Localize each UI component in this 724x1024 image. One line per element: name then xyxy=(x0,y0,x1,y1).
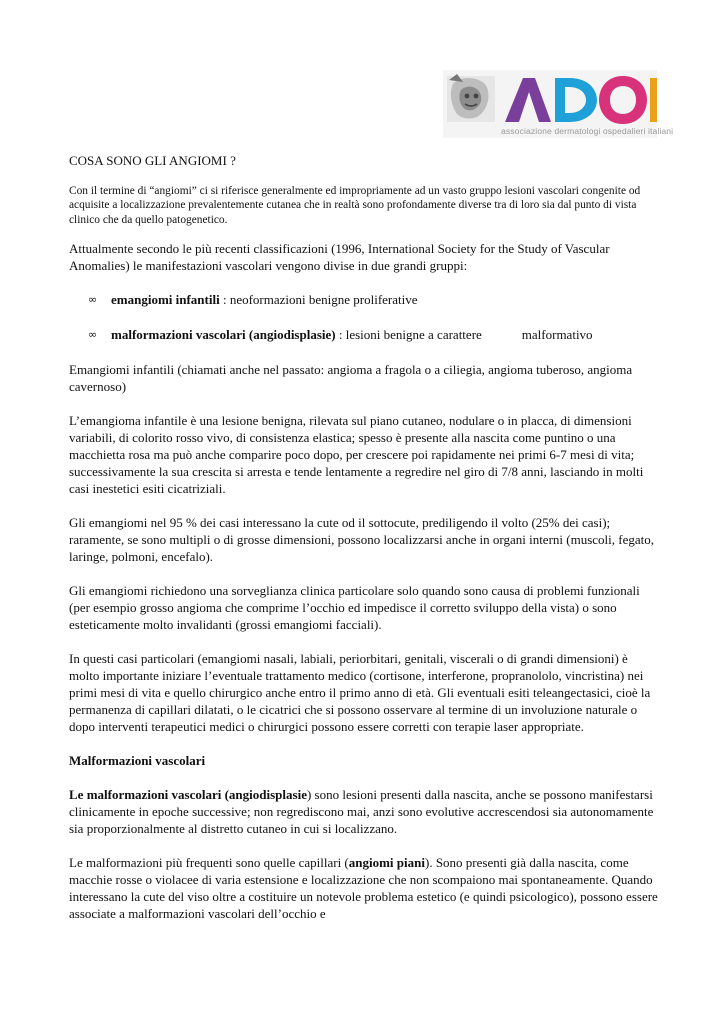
capillari-text-after: ). Sono presenti già dalla nascita, come macchie rosse o violacee di varia estensione e localizzazione che non scompaiono mai spontaneamente. Quando interessano la cute del viso oltre a costituire un notevole problema estetico (e quindi psicologico), possono essere associate a malformazioni vascolari dell’occhio e xyxy=(69,854,658,921)
letter-d-mark xyxy=(555,78,597,122)
infinity-bullet-icon: ∞ xyxy=(88,292,98,306)
bullet-description: : lesioni benigne a carattere xyxy=(335,326,482,342)
sorveglianza-paragraph: Gli emangiomi richiedono una sorveglianza clinica particolare solo quando sono causa di problemi funzionali (per esempio grosso angioma che comprime l’occhio ed impedisce il corretto sviluppo della vista) o sono esteticamente molto invalidanti (grossi emangiomi facciali). xyxy=(69,582,640,632)
percent-paragraph: Gli emangiomi nel 95 % dei casi interessano la cute od il sottocute, prediligendo il volto (25% dei casi); raramente, se sono multipli o di grosse dimensioni, possono localizzarsi anche in organi interni (muscoli, fegato, laringe, polmoni, encefalo). xyxy=(69,514,654,564)
malformazioni-text: ) sono lesioni presenti dalla nascita, anche se possono manifestarsi clinicamente in epoche successive; non regrediscono mai, anzi sono evolutive accrescendosi sia autonomamente sia proporzionalmente al distretto cutaneo in cui si localizzano. xyxy=(69,786,654,836)
bullet-tail: malformativo xyxy=(521,326,593,342)
lesione-paragraph: L’emangioma infantile è una lesione benigna, rilevata sul piano cutaneo, nodulare o in placca, di dimensioni variabili, di colorito rosso vivo, di consistenza elastica; spesso è presente alla nascita come puntino o una macchietta rosa ma può anche comparire poco dopo, per crescere poi rapidamente nei primi 6-7 mesi di vita; successivamente la sua crescita si arresta e tende lentamente a regredire nel giro di 7/8 anni, lasciando in molti casi inestetici esiti cicatriziali. xyxy=(69,412,644,496)
bullet-term: emangiomi infantili xyxy=(111,291,220,307)
face-emblem-icon xyxy=(447,74,495,122)
capillari-text-before: Le malformazioni più frequenti sono quelle capillari ( xyxy=(69,854,349,870)
list-item xyxy=(69,291,659,308)
infinity-bullet-icon: ∞ xyxy=(88,327,98,341)
capillari-term: angiomi piani xyxy=(348,854,425,870)
groups-list xyxy=(69,291,659,343)
adoi-logo-graphic xyxy=(443,70,657,128)
classification-paragraph: Attualmente secondo le più recenti classificazioni (1996, International Society for the Study of Vascular Anomalies) le manifestazioni vascolari vengono divise in due grandi gruppi: xyxy=(69,240,610,273)
adoi-logo xyxy=(443,70,674,138)
casi-paragraph: In questi casi particolari (emangiomi nasali, labiali, periorbitari, genitali, viscerali o di grandi dimensioni) è molto importante iniziare l’eventuale trattamento medico (cortisone, interferone, propranololo, vincristina) nei primi mesi di vita e quello chirurgico anche entro il primo anno di età. Gli eventuali esiti teleangectasici, cioè la permanenza di capillari dilatati, o le cicatrici che si possono osservare al termine di un involuzione naturale o dopo interventi terapeutici medici o chirurgici possono essere corretti con terapie laser appropriate. xyxy=(69,650,651,734)
malformazioni-term: Le malformazioni vascolari (angiodisplasie xyxy=(69,786,307,802)
letter-o-mark xyxy=(599,76,647,124)
list-item xyxy=(69,326,659,343)
section-heading: Malformazioni vascolari xyxy=(69,752,206,768)
letter-i-mark xyxy=(650,78,657,122)
capillari-paragraph xyxy=(69,854,659,922)
intro-paragraph: Con il termine di “angiomi” ci si riferisce generalmente ed impropriamente ad un vasto gruppo lesioni vascolari congenite od acquisite a localizzazione prevalentemente cutanea che in realtà sono profondamente diverse tra di loro sia dal punto di vista clinico che da quello patogenetico. xyxy=(69,185,641,226)
infantili-paragraph: Emangiomi infantili (chiamati anche nel passato: angioma a fragola o a ciliegia, angioma tuberoso, angioma cavernoso) xyxy=(69,361,633,394)
bullet-description: : neoformazioni benigne proliferative xyxy=(219,291,418,307)
bullet-term: malformazioni vascolari (angiodisplasie) xyxy=(111,326,336,342)
document-body xyxy=(69,153,659,939)
logo-caption: associazione dermatologi ospedalieri italiani xyxy=(501,126,674,136)
page-title: COSA SONO GLI ANGIOMI ? xyxy=(69,153,236,168)
letter-a-mark xyxy=(505,78,551,122)
malformazioni-paragraph xyxy=(69,786,659,837)
